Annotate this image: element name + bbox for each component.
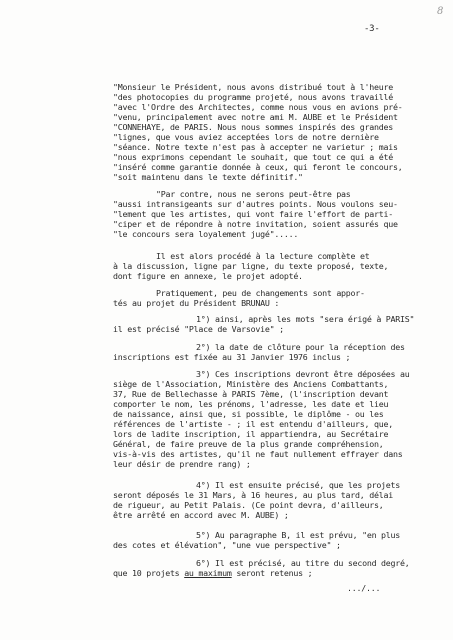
text-line: 3°) Ces inscriptions devront être déposées au (196, 369, 410, 379)
text-line (113, 568, 312, 578)
text-line: 5°) Au paragraphe B, il est prévu, "en plus (196, 530, 401, 540)
text-line: "nous exprimons cependant le souhait, que tout ce qui a été (113, 152, 393, 162)
text-line: de naissance, ainsi que, si possible, le diplôme - ou les (113, 409, 384, 419)
text-line: 37, Rue de Bellechasse à PARIS 7ème, (l'inscription devant (113, 389, 389, 399)
text-line: dont figure en annexe, le projet adopté. (113, 271, 303, 281)
handwritten-page-mark: 8 (437, 6, 444, 17)
text-line: inscriptions est fixée au 31 Janvier 1976 inclus ; (113, 352, 351, 362)
text-line: Général, de faire preuve de la plus grande compréhension, (113, 439, 384, 449)
page-number: -3- (364, 24, 380, 34)
text-line: il est précisé "Place de Varsovie" ; (113, 324, 284, 334)
text-line: "aussi intransigeants sur d'autres points. Nous voulons seu- (113, 199, 398, 209)
underlined-text: au maximum (184, 568, 232, 578)
text-line: "le concours sera loyalement jugé"..... (113, 229, 299, 239)
text-line: "ciper et de répondre à notre invitation, soient assurés que (113, 219, 398, 229)
text-line: "Monsieur le Président, nous avons distribué tout à l'heure (113, 82, 393, 92)
text-line: être arrêté en accord avec M. AUBE) ; (113, 510, 289, 520)
text-line: "lement que les artistes, qui vont faire l'effort de parti- (113, 209, 393, 219)
text-line: "des photocopies du programme projeté, nous avons travaillé (113, 92, 393, 102)
text-line: des cotes et élévation", "une vue perspective" ; (113, 540, 341, 550)
text-line: leur désir de prendre rang) ; (113, 459, 251, 469)
text-line: 2°) la date de clôture pour la réception des (196, 342, 405, 352)
text-line: "séance. Notre texte n'est pas à accepter ne varietur ; mais (113, 142, 398, 152)
text-line: "Par contre, nous ne serons peut-être pas (156, 189, 351, 199)
text-line: "CONNEHAYE, de PARIS. Nous nous sommes inspirés des grandes (113, 122, 393, 132)
text-line: à la discussion, ligne par ligne, du texte proposé, texte, (113, 261, 389, 271)
text-line: lors de ladite inscription, il appartiendra, au Secrétaire (113, 429, 389, 439)
text-line: comporter le nom, les prénoms, l'adresse, les date et lieu (113, 399, 389, 409)
text-line: références de l'artiste - ; il est entendu d'ailleurs, que, (113, 419, 393, 429)
text-line: Pratiquement, peu de changements sont appor- (156, 288, 365, 298)
text-line: "soit maintenu dans le texte définitif." (113, 172, 303, 182)
text-line: 6°) Il est précisé, au titre du second degré, (196, 558, 410, 568)
continuation-mark: .../... (347, 583, 381, 593)
text-segment: que 10 projets (113, 568, 185, 578)
text-line: vis-à-vis des artistes, qu'il ne faut nullement effrayer dans (113, 449, 403, 459)
text-line: "inséré comme garantie donnée à ceux, qui feront le concours, (113, 162, 403, 172)
text-line: tés au projet du Président BRUNAU : (113, 298, 280, 308)
text-line: 1°) ainsi, après les mots "sera érigé à PARIS" (196, 314, 415, 324)
text-line: "avec l'Ordre des Architectes, comme nous vous en avions pré- (113, 102, 403, 112)
text-line: "venu, principalement avec notre ami M. AUBE et le Président (113, 112, 398, 122)
text-line: "lignes, que vous aviez acceptées lors de notre dernière (113, 132, 379, 142)
text-line: seront déposés le 31 Mars, à 16 heures, au plus tard, délai (113, 490, 393, 500)
text-line: 4°) Il est ensuite précisé, que les projets (196, 480, 401, 490)
text-segment: seront retenus ; (231, 568, 313, 578)
text-line: Il est alors procédé à la lecture complète et (156, 251, 370, 261)
text-line: de rigueur, au Petit Palais. (Ce point devra, d'ailleurs, (113, 500, 384, 510)
text-line: siège de l'Association, Ministère des Anciens Combattants, (113, 379, 389, 389)
